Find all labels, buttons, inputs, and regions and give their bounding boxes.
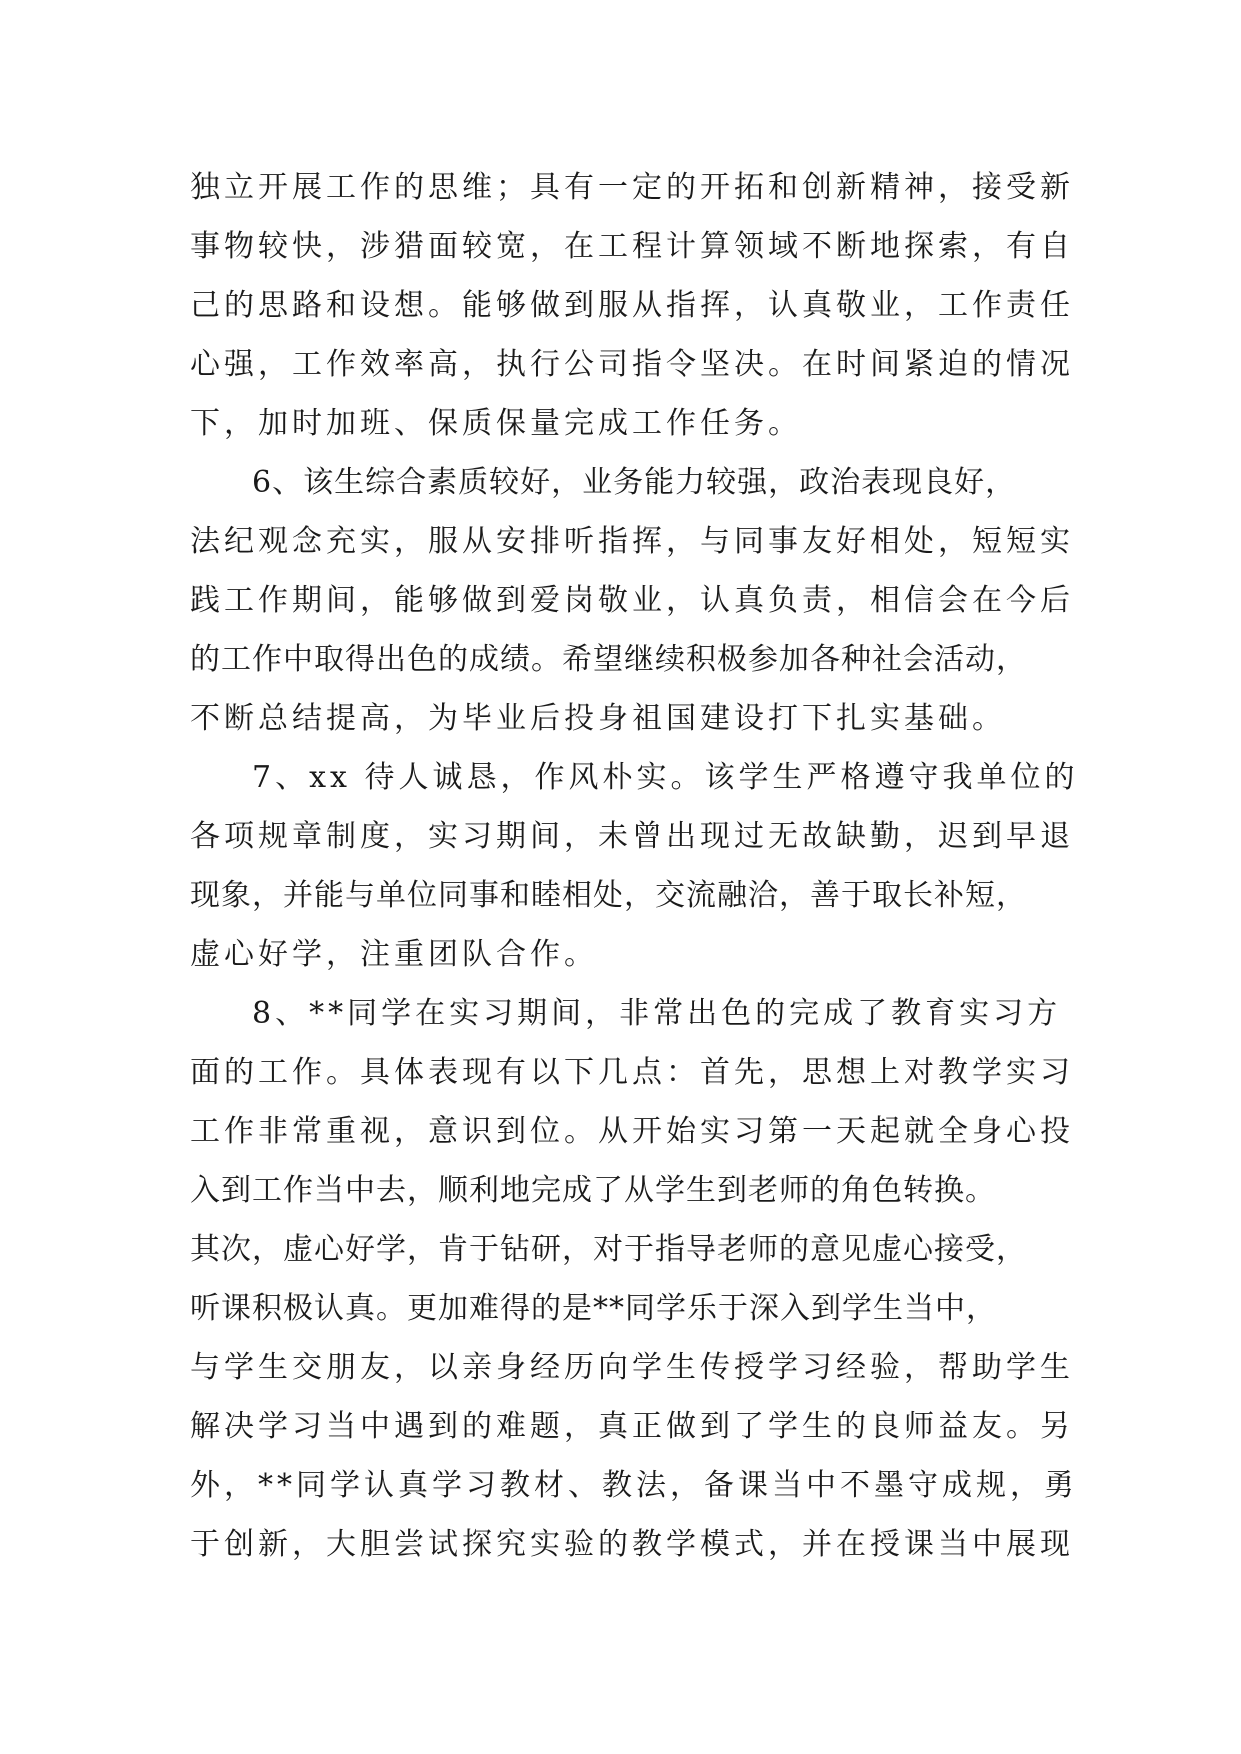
text-line: 的工作中取得出色的成绩。希望继续积极参加各种社会活动， — [190, 642, 1027, 677]
text-line: 工作非常重视，意识到位。从开始实习第一天起就全身心投 — [190, 1114, 1074, 1149]
text-line: 践工作期间，能够做到爱岗敬业，认真负责，相信会在今后 — [190, 583, 1074, 618]
text-line: 下，加时加班、保质保量完成工作任务。 — [190, 406, 802, 441]
text-line: 己的思路和设想。能够做到服从指挥，认真敬业，工作责任 — [190, 288, 1074, 323]
text-line: 解决学习当中遇到的难题，真正做到了学生的良师益友。另 — [190, 1409, 1074, 1444]
text-line: 面的工作。具体表现有以下几点：首先，思想上对教学实习 — [190, 1055, 1074, 1090]
text-line: 各项规章制度，实习期间，未曾出现过无故缺勤，迟到早退 — [190, 819, 1074, 854]
document-body — [190, 158, 1079, 1574]
text-line: 独立开展工作的思维；具有一定的开拓和创新精神，接受新 — [190, 170, 1074, 205]
text-line: 心强，工作效率高，执行公司指令坚决。在时间紧迫的情况 — [190, 347, 1074, 382]
text-line: 与学生交朋友，以亲身经历向学生传授学习经验，帮助学生 — [190, 1350, 1074, 1385]
text-line: 事物较快，涉猎面较宽，在工程计算领域不断地探索，有自 — [190, 229, 1074, 264]
paragraph-7-first-line: 7、xx 待人诚恳，作风朴实。该学生严格遵守我单位的 — [252, 760, 1079, 795]
text-line: 听课积极认真。更加难得的是**同学乐于深入到学生当中， — [190, 1291, 997, 1326]
text-line: 其次，虚心好学，肯于钻研，对于指导老师的意见虚心接受， — [190, 1232, 1027, 1267]
text-line: 现象，并能与单位同事和睦相处，交流融洽，善于取长补短， — [190, 878, 1027, 913]
text-line: 入到工作当中去，顺利地完成了从学生到老师的角色转换。 — [190, 1173, 996, 1208]
paragraph-8-first-line: 8、**同学在实习期间，非常出色的完成了教育实习方 — [252, 996, 1062, 1031]
text-line: 于创新，大胆尝试探究实验的教学模式，并在授课当中展现 — [190, 1527, 1074, 1562]
text-line: 不断总结提高，为毕业后投身祖国建设打下扎实基础。 — [190, 701, 1006, 736]
paragraph-6-first-line: 6、该生综合素质较好，业务能力较强，政治表现良好， — [252, 465, 1017, 500]
text-line: 虚心好学，注重团队合作。 — [190, 937, 598, 972]
text-line: 法纪观念充实，服从安排听指挥，与同事友好相处，短短实 — [190, 524, 1074, 559]
text-line: 外，**同学认真学习教材、教法，备课当中不墨守成规，勇 — [190, 1468, 1078, 1503]
